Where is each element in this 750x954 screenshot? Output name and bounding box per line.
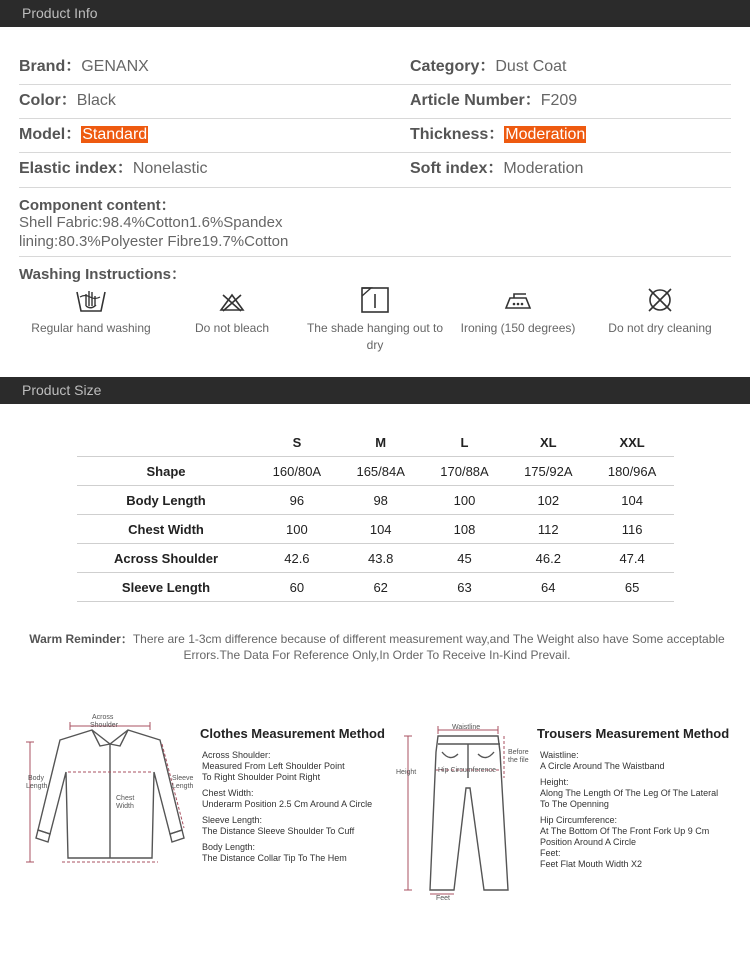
- clothes-line: Sleeve Length:: [202, 815, 263, 825]
- trousers-line: A Circle Around The Waistband: [540, 761, 665, 771]
- washing-label: Washing Instructions：: [19, 266, 186, 283]
- table-cell: 104: [590, 486, 674, 515]
- table-row: [77, 486, 674, 515]
- trousers-measurement-text: [540, 750, 718, 870]
- table-cell: 96: [255, 486, 339, 515]
- table-cell: 98: [339, 486, 423, 515]
- no-bleach-icon: [216, 286, 248, 314]
- diagram-label-across: Across: [92, 714, 114, 721]
- clothes-measurement-title: Clothes Measurement Method: [200, 726, 385, 741]
- table-cell: 45: [423, 544, 507, 573]
- warm-reminder-text: There are 1-3cm difference because of different measurement way,and The Weight also have Some acceptable Errors.The Data For Reference Only,In Order To Receive In-Kind Prevail.: [132, 632, 725, 662]
- table-cell: 116: [590, 515, 674, 544]
- elastic-label: Elastic index：: [19, 160, 133, 177]
- soft-value: Moderation: [503, 160, 584, 177]
- table-cell: 62: [339, 573, 423, 602]
- trousers-line: Along The Length Of The Leg Of The Lateral: [540, 788, 719, 798]
- info-row-brand: [19, 50, 731, 84]
- diagram-label-before: Before: [508, 749, 529, 756]
- component-line-2: lining:80.3%Polyester Fibre19.7%Cotton: [19, 233, 289, 250]
- table-cell: 60: [255, 573, 339, 602]
- brand-value: GENANX: [81, 58, 149, 75]
- table-cell: 102: [506, 486, 590, 515]
- washing-item-no-dry-clean: [585, 286, 735, 337]
- elastic-value: Nonelastic: [132, 160, 208, 177]
- info-row-color: [19, 84, 731, 118]
- soft-label: Soft index：: [410, 160, 504, 177]
- category-label: Category：: [410, 58, 496, 75]
- trousers-measurement-title: Trousers Measurement Method: [537, 726, 730, 741]
- iron-icon: [502, 286, 534, 314]
- washing-item-hang-dry: [300, 286, 450, 354]
- washing-label-iron: Ironing (150 degrees): [460, 321, 576, 335]
- diagram-label-sleeve-length: Length: [172, 783, 194, 790]
- clothes-line: The Distance Sleeve Shoulder To Cuff: [202, 826, 355, 836]
- component-label: Component content：: [19, 197, 176, 214]
- shirt-diagram: [22, 710, 198, 870]
- hang-dry-icon: [359, 286, 391, 314]
- table-cell: 63: [423, 573, 507, 602]
- clothes-line: Across Shoulder:: [202, 750, 271, 760]
- row-label-across-shoulder: Across Shoulder: [77, 544, 255, 573]
- brand-label: Brand：: [19, 58, 82, 75]
- table-row: [77, 544, 674, 573]
- size-header-m: M: [375, 434, 387, 450]
- category-value: Dust Coat: [495, 58, 567, 75]
- table-cell: 112: [506, 515, 590, 544]
- washing-item-no-bleach: [157, 286, 307, 337]
- diagram-label-body-length: Length: [26, 783, 48, 790]
- size-header-xxl: XXL: [619, 434, 645, 450]
- table-cell: 42.6: [255, 544, 339, 573]
- product-size-header: [0, 377, 750, 404]
- diagram-label-body: Body: [28, 775, 44, 782]
- table-cell: 175/92A: [506, 457, 590, 486]
- no-dry-clean-icon: [644, 286, 676, 314]
- trousers-line: Feet:: [540, 848, 561, 858]
- clothes-line: The Distance Collar Tip To The Hem: [202, 853, 347, 863]
- table-cell: 180/96A: [590, 457, 674, 486]
- model-label: Model：: [19, 126, 82, 143]
- trousers-line: At The Bottom Of The Front Fork Up 9 Cm: [540, 826, 710, 836]
- table-cell: 100: [423, 486, 507, 515]
- clothes-line: Body Length:: [202, 842, 256, 852]
- clothes-measurement-text: [202, 750, 372, 864]
- table-cell: 100: [255, 515, 339, 544]
- table-cell: 104: [339, 515, 423, 544]
- table-row: [77, 573, 674, 602]
- trousers-line: Waistline:: [540, 750, 579, 760]
- row-label-shape: Shape: [77, 457, 255, 486]
- trousers-line: Hip Circumference:: [540, 815, 618, 825]
- clothes-line: To Right Shoulder Point Right: [202, 772, 321, 782]
- color-label: Color：: [19, 92, 77, 109]
- washing-label-no-dry-clean: Do not dry cleaning: [608, 321, 712, 335]
- thickness-label: Thickness：: [410, 126, 505, 143]
- size-header-xl: XL: [539, 434, 557, 450]
- trousers-line: To The Openning: [540, 799, 609, 809]
- size-header-l: L: [460, 434, 469, 450]
- diagram-label-sleeve: Sleeve: [172, 775, 194, 782]
- color-value: Black: [76, 92, 116, 109]
- table-row: [77, 515, 674, 544]
- washing-item-iron: [443, 286, 593, 337]
- washing-label-hang-dry: The shade hanging out to dry: [306, 321, 444, 352]
- table-cell: 64: [506, 573, 590, 602]
- product-info-title: Product Info: [22, 5, 98, 21]
- table-row: [77, 457, 674, 486]
- diagram-label-waistline: Waistline: [452, 724, 481, 731]
- diagram-label-hip: Hip Circumference: [438, 767, 496, 774]
- size-table: [77, 428, 674, 602]
- row-label-body-length: Body Length: [77, 486, 255, 515]
- info-row-elastic: [19, 152, 731, 186]
- model-value: Standard: [82, 126, 148, 143]
- table-cell: 160/80A: [255, 457, 339, 486]
- size-header-s: S: [292, 434, 302, 450]
- diagram-label-the-file: the file: [508, 757, 529, 764]
- table-cell: 43.8: [339, 544, 423, 573]
- diagram-label-feet: Feet: [436, 895, 451, 900]
- table-cell: 170/88A: [423, 457, 507, 486]
- table-cell: 65: [590, 573, 674, 602]
- washing-label-hand-wash: Regular hand washing: [31, 321, 151, 335]
- trousers-diagram: [392, 722, 534, 900]
- table-cell: 47.4: [590, 544, 674, 573]
- diagram-label-width: Width: [116, 803, 134, 810]
- size-table-header-row: [77, 428, 674, 457]
- clothes-line: Chest Width:: [202, 788, 254, 798]
- table-cell: 165/84A: [339, 457, 423, 486]
- washing-item-hand-wash: [16, 286, 166, 337]
- thickness-value: Moderation: [505, 126, 586, 143]
- diagram-label-shoulder: Shoulder: [90, 722, 119, 729]
- info-row-model: [19, 118, 731, 152]
- warm-reminder: [8, 631, 746, 663]
- washing-label-no-bleach: Do not bleach: [194, 321, 270, 335]
- table-cell: 46.2: [506, 544, 590, 573]
- product-size-title: Product Size: [22, 382, 102, 398]
- row-label-sleeve-length: Sleeve Length: [77, 573, 255, 602]
- product-info-header: [0, 0, 750, 27]
- diagram-label-height: Height: [396, 769, 417, 776]
- trousers-line: Height:: [540, 777, 569, 787]
- size-table-corner: [77, 428, 255, 457]
- component-line-1: Shell Fabric:98.4%Cotton1.6%Spandex: [19, 214, 283, 231]
- clothes-line: Underarm Position 2.5 Cm Around A Circle: [202, 799, 373, 809]
- article-label: Article Number：: [410, 92, 541, 109]
- row-label-chest-width: Chest Width: [77, 515, 255, 544]
- divider: [19, 256, 731, 257]
- warm-reminder-label: Warm Reminder：: [29, 632, 133, 646]
- table-cell: 108: [423, 515, 507, 544]
- clothes-line: Measured From Left Shoulder Point: [202, 761, 345, 771]
- trousers-line: Position Around A Circle: [540, 837, 637, 847]
- divider: [19, 187, 731, 188]
- article-value: F209: [540, 92, 578, 109]
- diagram-label-chest: Chest: [116, 795, 135, 802]
- trousers-line: Feet Flat Mouth Width X2: [540, 859, 643, 869]
- hand-wash-icon: [75, 286, 107, 314]
